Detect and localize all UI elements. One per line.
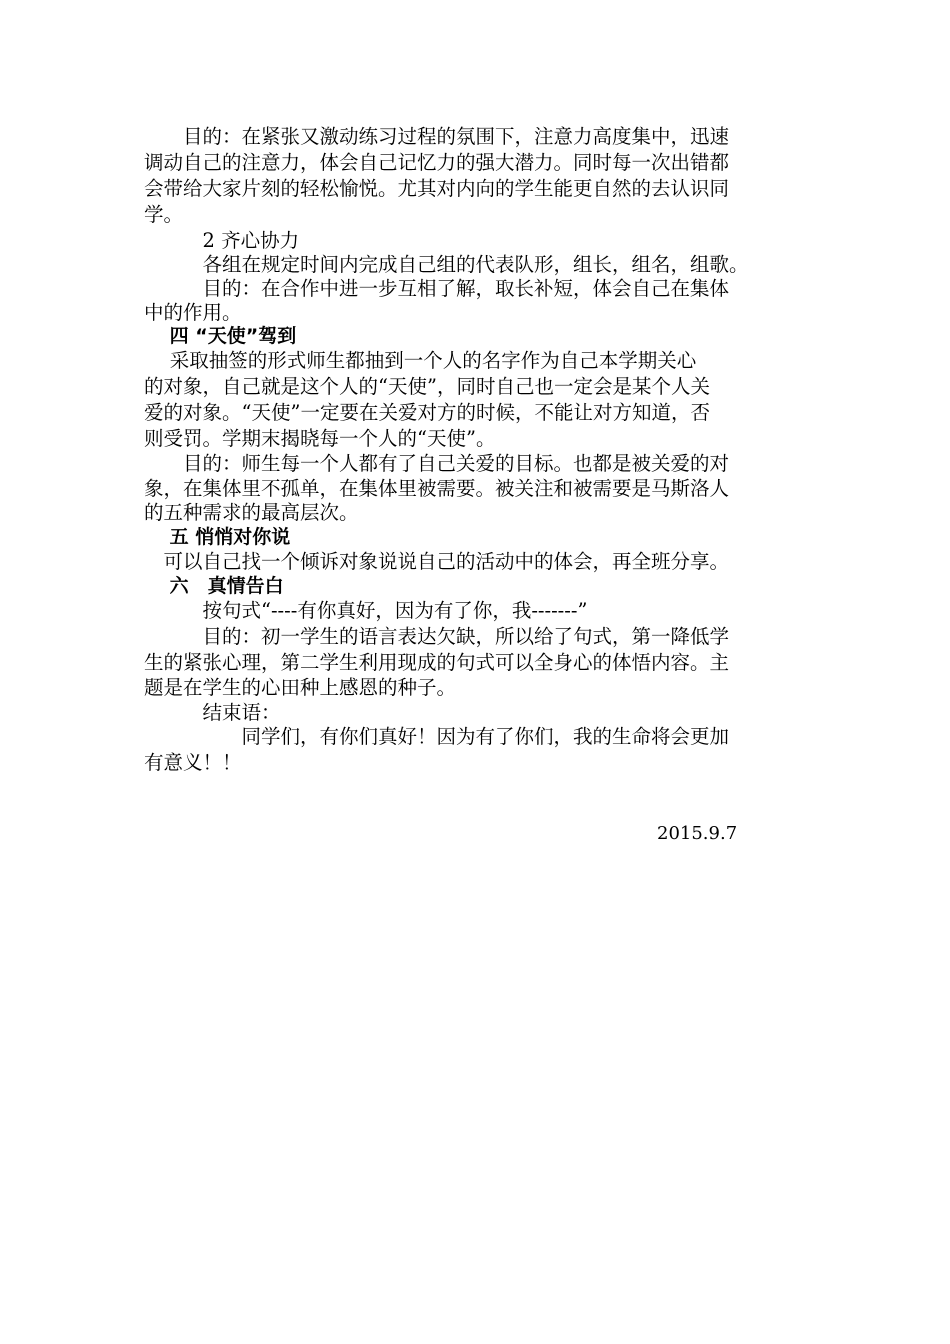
text-line: 有意义！！ [144,751,242,774]
text-line: 目的：在紧张又激动练习过程的氛围下，注意力高度集中，迅速 [144,125,730,148]
text-line: 目的：初一学生的语言表达欠缺，所以给了句式，第一降低学 [144,625,730,648]
text-line: 则受罚。学期末揭晓每一个人的“天使”。 [144,427,496,450]
section-heading-whisper: 五 悄悄对你说 [144,526,291,548]
text-line: 的对象，自己就是这个人的“天使”，同时自己也一定会是某个人关 [144,375,710,398]
text-line: 中的作用。 [144,301,242,324]
text-line: 调动自己的注意力，体会自己记忆力的强大潜力。同时每一次出错都 [144,151,730,174]
text-line: 学。 [144,203,184,226]
text-line: 各组在规定时间内完成自己组的代表队形，组长，组名，组歌。 [144,253,749,276]
text-line: 2 齐心协力 [144,229,300,252]
text-line: 目的：师生每一个人都有了自己关爱的目标。也都是被关爱的对 [144,452,730,475]
text-line: 按句式“----有你真好，因为有了你，我-------” [144,599,588,622]
text-line: 象，在集体里不孤单，在集体里被需要。被关注和被需要是马斯洛人 [144,477,730,500]
text-line: 爱的对象。“天使”一定要在关爱对方的时候，不能让对方知道，否 [144,401,710,424]
text-line: 可以自己找一个倾诉对象说说自己的活动中的体会，再全班分享。 [144,550,730,573]
text-line: 采取抽签的形式师生都抽到一个人的名字作为自己本学期关心 [144,349,697,372]
text-line: 会带给大家片刻的轻松愉悦。尤其对内向的学生能更自然的去认识同 [144,177,730,200]
document-date: 2015.9.7 [657,823,738,844]
section-heading-angel: 四 “天使”驾到 [144,325,297,347]
text-line: 目的：在合作中进一步互相了解，取长补短，体会自己在集体 [144,277,730,300]
text-line: 的五种需求的最高层次。 [144,501,359,524]
text-line: 同学们，有你们真好！因为有了你们，我的生命将会更加 [144,725,730,748]
text-line: 生的紧张心理，第二学生利用现成的句式可以全身心的体悟内容。主 [144,651,730,674]
section-heading-confession: 六 真情告白 [144,575,284,597]
text-line: 题是在学生的心田种上感恩的种子。 [144,676,457,699]
text-line: 结束语： [144,701,281,724]
